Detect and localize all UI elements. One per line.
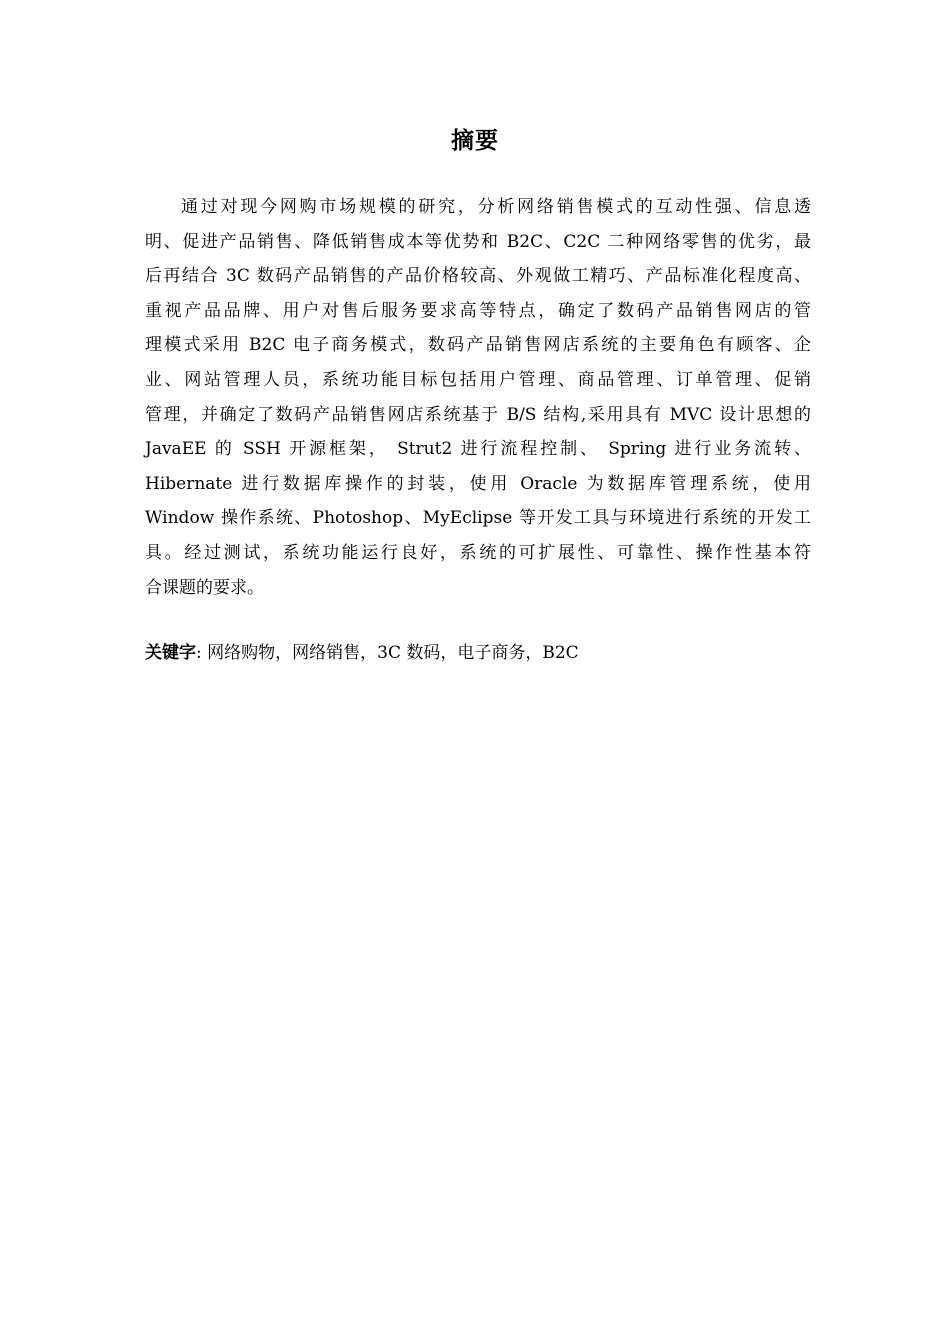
abstract-line: 业、网站管理人员，系统功能目标包括用户管理、商品管理、订单管理、促销 — [145, 369, 811, 390]
abstract-line: Window 操作系统、Photoshop、MyEclipse 等开发工具与环境进行系统的开发工 — [145, 508, 811, 529]
abstract-line: 理模式采用 B2C 电子商务模式，数码产品销售网店系统的主要角色有顾客、企 — [145, 335, 811, 356]
abstract-body — [145, 190, 811, 605]
abstract-line: 重视产品品牌、用户对售后服务要求高等特点，确定了数码产品销售网店的管 — [145, 300, 811, 321]
page-title: 摘要 — [451, 128, 499, 154]
keywords-value: 网络购物，网络销售，3C 数码，电子商务，B2C — [207, 643, 579, 663]
keywords-line — [145, 636, 811, 670]
abstract-line: 管理，并确定了数码产品销售网店系统基于 B/S 结构,采用具有 MVC 设计思想的 — [145, 404, 811, 425]
keywords-separator: : — [196, 643, 202, 663]
abstract-line: 后再结合 3C 数码产品销售的产品价格较高、外观做工精巧、产品标准化程度高、 — [145, 266, 811, 287]
abstract-line: JavaEE 的 SSH 开源框架， Strut2 进行流程控制、 Spring 进行业务流转、 — [145, 439, 811, 460]
abstract-line: Hibernate 进行数据库操作的封装，使用 Oracle 为数据库管理系统，使用 — [145, 473, 811, 494]
abstract-line: 合课题的要求。 — [145, 577, 264, 598]
abstract-line: 具。经过测试，系统功能运行良好，系统的可扩展性、可靠性、操作性基本符 — [145, 542, 811, 563]
abstract-line: 通过对现今网购市场规模的研究，分析网络销售模式的互动性强、信息透 — [181, 197, 811, 217]
abstract-line: 明、促进产品销售、降低销售成本等优势和 B2C、C2C 二种网络零售的优劣，最 — [145, 231, 811, 252]
keywords-label: 关键字 — [145, 643, 196, 663]
